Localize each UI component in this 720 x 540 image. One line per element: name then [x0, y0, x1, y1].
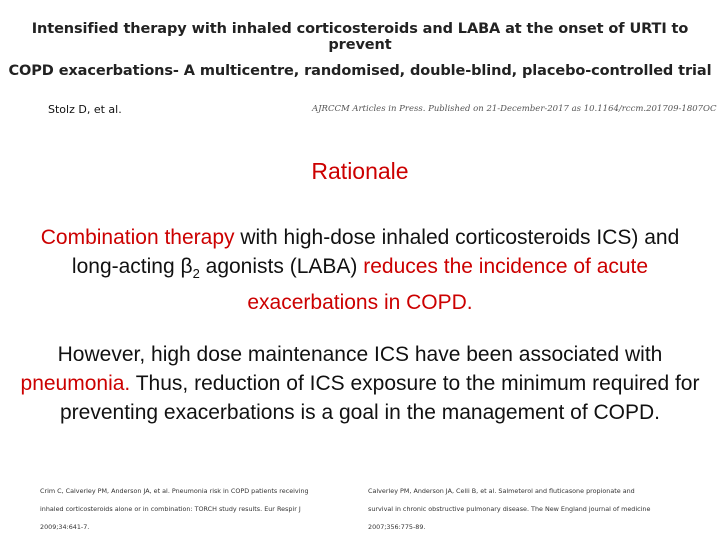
rationale-paragraph-2	[20, 340, 700, 427]
reference-calverley	[368, 482, 650, 536]
section-heading: Rationale	[311, 158, 409, 184]
reference-line: Crim C, Calverley PM, Anderson JA, et al. Pneumonia risk in COPD patients receiving	[40, 487, 309, 495]
rationale-paragraph-1	[20, 223, 700, 317]
reference-line: survival in chronic obstructive pulmonary disease. The New England journal of medicine	[368, 505, 651, 513]
journal-citation: AJRCCM Articles in Press. Published on 21-December-2017 as 10.1164/rccm.201709-1807OC	[312, 104, 717, 114]
para1-text-a: with high-dose inhaled corticosteroids ICS) and long-acting β	[71, 226, 680, 278]
para2-text-b: Thus, reduction of ICS exposure to the minimum required for preventing exacerbations is a goal in the management of COPD.	[59, 372, 700, 424]
reference-line: Calverley PM, Anderson JA, Celli B, et al. Salmeterol and fluticasone propionate and	[368, 487, 635, 495]
paper-title-line-1: Intensified therapy with inhaled corticosteroids and LABA at the onset of URTI to prevent	[31, 21, 689, 53]
highlight-combination-therapy: Combination therapy	[40, 226, 235, 249]
paper-authors: Stolz D, et al.	[48, 103, 122, 116]
paper-title-line-2: COPD exacerbations- A multicentre, randomised, double-blind, placebo-controlled trial	[8, 63, 712, 79]
reference-line: 2009;34:641-7.	[40, 523, 90, 531]
highlight-pneumonia: pneumonia.	[20, 372, 131, 395]
highlight-reduces-exacerbations: reduces the incidence of acute exacerbations in COPD.	[247, 255, 649, 315]
para1-text-b: agonists (LABA)	[199, 255, 364, 278]
reference-line: inhaled corticosteroids alone or in combination: TORCH study results. Eur Respir J	[40, 505, 301, 513]
reference-line: 2007;356:775-89.	[368, 523, 426, 531]
para2-text-a: However, high dose maintenance ICS have been associated with	[57, 343, 663, 366]
reference-crim	[40, 482, 309, 536]
beta2-subscript: 2	[192, 266, 200, 282]
